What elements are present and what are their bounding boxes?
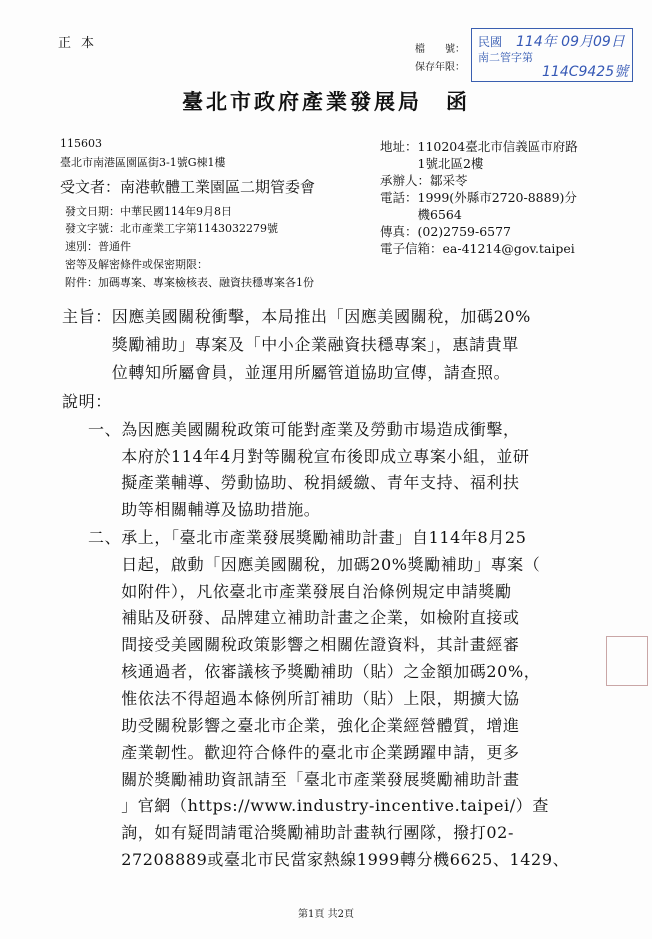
subject-line-2: 獎勵補助」專案及「中小企業融資扶穩專案」，惠請貴單 — [62, 335, 519, 354]
explanation-label: 說明： — [62, 392, 112, 411]
item1-line-4: 助等相關輔導及協助措施。 — [88, 500, 321, 519]
sender-address: 臺北市南港區園區街3-1號G棟1樓 — [60, 156, 226, 169]
doc-meta-secrecy: 密等及解密條件或保密期限： — [65, 258, 208, 271]
stamp-handwritten-number: 114C9425號 — [542, 64, 629, 80]
doc-meta-speed: 速別：普通件 — [65, 240, 131, 253]
copy-mark: 正本 — [58, 36, 105, 51]
item2-line-1: 二、承上，「臺北市產業發展獎勵補助計畫」自114年8月25 — [88, 528, 527, 547]
item2-line-7: 惟依法不得超過本條例所訂補助（貼）上限，期擴大協 — [88, 689, 520, 708]
item2-line-13: 27208889或臺北市民當家熱線1999轉分機6625、1429、 — [88, 850, 570, 869]
item2-line-5: 間接受美國關稅政策影響之相關佐證資料，其計畫經審 — [88, 635, 520, 654]
receipt-stamp — [471, 28, 633, 82]
contact-officer: 承辦人：鄒采苓 — [380, 173, 468, 188]
contact-email: 電子信箱：ea-41214@gov.taipei — [380, 241, 575, 256]
item1-line-2: 本府於114年4月對等關稅宣布後即成立專案小組，並研 — [88, 447, 530, 466]
item2-line-4: 補貼及研發、品牌建立補助計畫之企業，如檢附直接或 — [88, 608, 520, 627]
contact-phone-ext: 機6564 — [380, 207, 462, 222]
item2-line-12: 詢，如有疑問請電洽獎勵補助計畫執行團隊，撥打02- — [88, 823, 514, 842]
contact-fax: 傳真：(02)2759-6577 — [380, 224, 512, 239]
contact-address: 地址：110204臺北市信義區市府路 — [380, 139, 578, 154]
stamp-handwritten-date: 114年 09月09日 — [516, 34, 625, 50]
retention-label: 保存年限： — [415, 62, 465, 73]
page-footer: 第1頁 共2頁 — [298, 909, 354, 920]
contact-phone: 電話：1999(外縣市2720-8889)分 — [380, 190, 577, 205]
item2-line-2: 日起，啟動「因應美國關稅，加碼20%獎勵補助」專案（ — [88, 555, 541, 574]
sender-zip: 115603 — [60, 137, 102, 150]
subject-line-1: 主旨：因應美國關稅衝擊，本局推出「因應美國關稅，加碼20% — [62, 307, 531, 326]
item2-line-9: 產業韌性。歡迎符合條件的臺北市企業踴躍申請，更多 — [88, 743, 520, 762]
item1-line-3: 擬產業輔導、勞動協助、稅捐緩繳、青年支持、福利扶 — [88, 473, 520, 492]
seal-stamp — [606, 636, 648, 686]
item2-line-10: 關於獎勵補助資訊請至「臺北市產業發展獎勵補助計畫 — [88, 770, 520, 789]
item2-line-8: 助受關稅影響之臺北市企業，強化企業經營體質，增進 — [88, 716, 520, 735]
doc-meta-number: 發文字號：北市產業工字第1143032279號 — [65, 222, 278, 235]
doc-meta-date: 發文日期：中華民國114年9月8日 — [65, 205, 232, 218]
item1-line-1: 一、為因應美國關稅政策可能對產業及勞動市場造成衝擊， — [88, 420, 520, 439]
item2-line-6: 核通過者，依審議核予獎勵補助（貼）之金額加碼20%， — [88, 662, 541, 681]
doc-meta-attachments: 附件：加碼專案、專案檢核表、融資扶穩專案各1份 — [65, 276, 314, 289]
recipient: 受文者：南港軟體工業園區二期管委會 — [60, 178, 316, 196]
item2-line-11: 」官網（https://www.industry-incentive.taipei/）查 — [88, 796, 549, 815]
contact-address-cont: 1號北區2樓 — [380, 156, 484, 171]
subject-line-3: 位轉知所屬會員，並運用所屬管道協助宣傳，請查照。 — [62, 363, 511, 382]
stamp-line-1: 民國 — [478, 35, 503, 49]
item2-line-3: 如附件），凡依臺北市產業發展自治條例規定申請獎勵 — [88, 582, 512, 601]
stamp-line-2: 南二管字第 — [478, 51, 533, 64]
document-title: 臺北市政府產業發展局 函 — [182, 89, 470, 114]
file-number-label: 檔 號： — [415, 44, 465, 55]
